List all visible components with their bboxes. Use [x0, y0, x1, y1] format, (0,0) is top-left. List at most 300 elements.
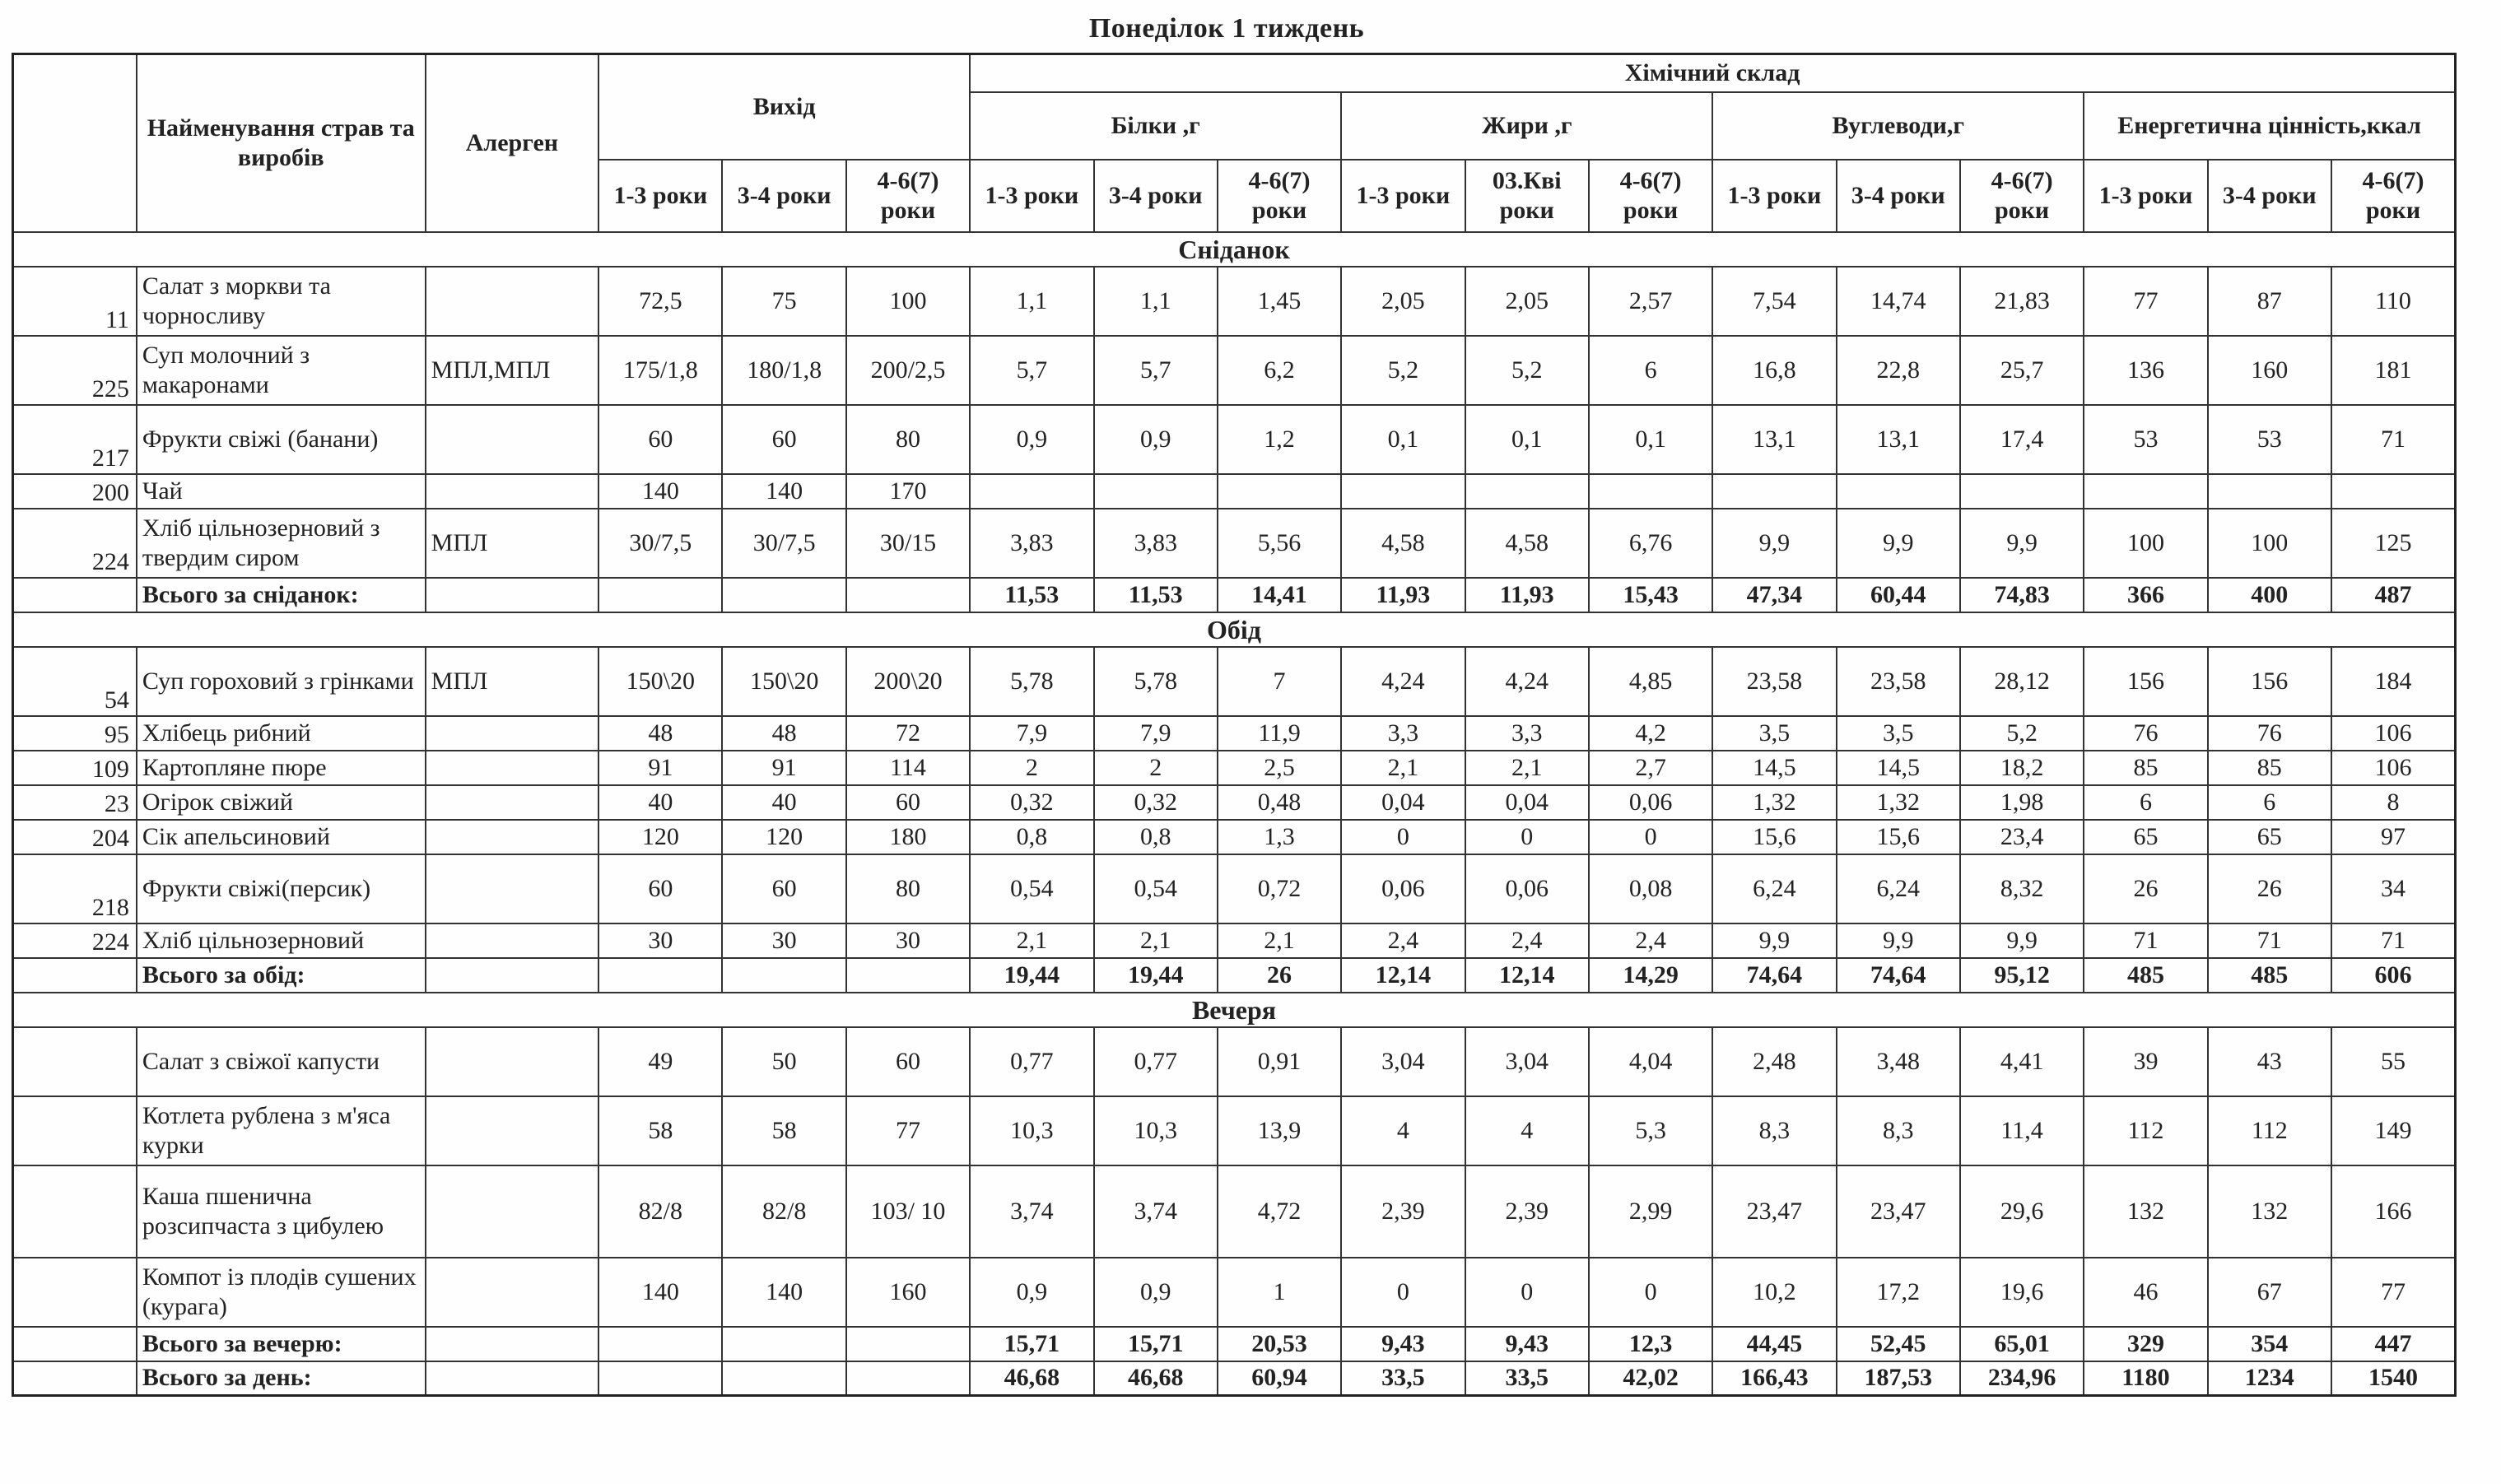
header-energy: Енергетична цінність,ккал — [2084, 92, 2455, 160]
value-cell: 100 — [2208, 509, 2331, 578]
value-cell: 3,5 — [1712, 716, 1836, 751]
value-cell: 39 — [2084, 1027, 2207, 1096]
value-cell: 30 — [846, 923, 970, 958]
value-cell: 2,1 — [1094, 923, 1218, 958]
total-value: 15,71 — [970, 1327, 1093, 1361]
recipe-number: 225 — [13, 336, 137, 405]
day-total-value: 1540 — [2331, 1361, 2456, 1396]
value-cell: 14,5 — [1712, 751, 1836, 785]
allergen — [426, 854, 598, 923]
value-cell: 5,7 — [1094, 336, 1218, 405]
table-row — [13, 923, 2456, 958]
value-cell: 46 — [2084, 1258, 2207, 1327]
section-label: Вечеря — [13, 993, 2456, 1027]
value-cell: 2 — [1094, 751, 1218, 785]
total-value: 354 — [2208, 1327, 2331, 1361]
value-cell: 23,58 — [1837, 647, 1960, 716]
total-value: 47,34 — [1712, 578, 1836, 612]
day-total-value: 46,68 — [1094, 1361, 1218, 1396]
value-cell: 3,83 — [970, 509, 1093, 578]
value-cell: 13,9 — [1218, 1096, 1341, 1165]
value-cell: 26 — [2208, 854, 2331, 923]
empty-cell — [598, 1327, 722, 1361]
value-cell: 65 — [2208, 820, 2331, 854]
value-cell: 175/1,8 — [598, 336, 722, 405]
value-cell: 0,9 — [1094, 405, 1218, 474]
value-cell: 4,41 — [1960, 1027, 2084, 1096]
total-value: 447 — [2331, 1327, 2456, 1361]
value-cell: 10,3 — [1094, 1096, 1218, 1165]
allergen — [426, 474, 598, 509]
table-row — [13, 820, 2456, 854]
empty-cell — [722, 578, 845, 612]
table-body — [13, 232, 2456, 1396]
allergen: МПЛ — [426, 647, 598, 716]
value-cell: 6,24 — [1837, 854, 1960, 923]
value-cell: 76 — [2084, 716, 2207, 751]
dish-name: Хліб цільнозерновий з твердим сиром — [137, 509, 426, 578]
value-cell: 140 — [722, 1258, 845, 1327]
total-label: Всього за вечерю: — [137, 1327, 426, 1361]
value-cell: 60 — [846, 1027, 970, 1096]
value-cell: 23,58 — [1712, 647, 1836, 716]
total-value: 15,71 — [1094, 1327, 1218, 1361]
value-cell: 7,9 — [1094, 716, 1218, 751]
total-value: 366 — [2084, 578, 2207, 612]
header-age: 1-3 роки — [1341, 160, 1465, 232]
value-cell: 9,9 — [1712, 509, 1836, 578]
value-cell: 50 — [722, 1027, 845, 1096]
value-cell: 10,2 — [1712, 1258, 1836, 1327]
header-allergen: Алерген — [426, 54, 598, 232]
empty-cell — [722, 1361, 845, 1396]
value-cell: 0,48 — [1218, 785, 1341, 820]
value-cell: 85 — [2208, 751, 2331, 785]
value-cell: 3,3 — [1465, 716, 1589, 751]
total-value: 11,53 — [970, 578, 1093, 612]
value-cell: 23,4 — [1960, 820, 2084, 854]
value-cell: 9,9 — [1960, 509, 2084, 578]
value-cell: 53 — [2084, 405, 2207, 474]
value-cell: 6,24 — [1712, 854, 1836, 923]
value-cell: 3,3 — [1341, 716, 1465, 751]
total-value: 26 — [1218, 958, 1341, 993]
total-row — [13, 958, 2456, 993]
total-row — [13, 1327, 2456, 1361]
total-label: Всього за обід: — [137, 958, 426, 993]
day-total-row — [13, 1361, 2456, 1396]
total-value: 44,45 — [1712, 1327, 1836, 1361]
allergen — [426, 751, 598, 785]
value-cell: 43 — [2208, 1027, 2331, 1096]
total-value: 606 — [2331, 958, 2456, 993]
dish-name: Фрукти свіжі (банани) — [137, 405, 426, 474]
total-value: 12,3 — [1589, 1327, 1712, 1361]
value-cell: 4,58 — [1465, 509, 1589, 578]
value-cell: 4,72 — [1218, 1165, 1341, 1258]
value-cell: 106 — [2331, 716, 2456, 751]
table-row — [13, 509, 2456, 578]
value-cell: 72,5 — [598, 267, 722, 336]
value-cell: 200\20 — [846, 647, 970, 716]
value-cell: 30 — [722, 923, 845, 958]
value-cell: 4,24 — [1341, 647, 1465, 716]
section-label: Сніданок — [13, 232, 2456, 267]
value-cell: 25,7 — [1960, 336, 2084, 405]
empty-cell — [426, 958, 598, 993]
value-cell: 6 — [2084, 785, 2207, 820]
recipe-number: 54 — [13, 647, 137, 716]
dish-name: Компот із плодів сушених (курага) — [137, 1258, 426, 1327]
empty-cell — [722, 1327, 845, 1361]
dish-name: Сік апельсиновий — [137, 820, 426, 854]
header-name: Найменування страв та виробів — [137, 54, 426, 232]
header-fats: Жири ,г — [1341, 92, 1712, 160]
value-cell: 2 — [970, 751, 1093, 785]
allergen — [426, 820, 598, 854]
recipe-number: 200 — [13, 474, 137, 509]
value-cell: 58 — [598, 1096, 722, 1165]
value-cell: 140 — [598, 474, 722, 509]
value-cell: 23,47 — [1712, 1165, 1836, 1258]
total-value: 19,44 — [1094, 958, 1218, 993]
empty-cell — [598, 578, 722, 612]
value-cell: 80 — [846, 854, 970, 923]
total-value: 9,43 — [1341, 1327, 1465, 1361]
value-cell: 65 — [2084, 820, 2207, 854]
dish-name: Салат з моркви та чорносливу — [137, 267, 426, 336]
value-cell: 150\20 — [598, 647, 722, 716]
value-cell: 9,9 — [1712, 923, 1836, 958]
header-age: 4-6(7) роки — [1218, 160, 1341, 232]
value-cell: 2,99 — [1589, 1165, 1712, 1258]
value-cell: 19,6 — [1960, 1258, 2084, 1327]
value-cell: 7 — [1218, 647, 1341, 716]
total-value: 12,14 — [1341, 958, 1465, 993]
value-cell: 0,91 — [1218, 1027, 1341, 1096]
recipe-number: 11 — [13, 267, 137, 336]
total-value: 9,43 — [1465, 1327, 1589, 1361]
value-cell: 22,8 — [1837, 336, 1960, 405]
total-value: 95,12 — [1960, 958, 2084, 993]
value-cell: 0,06 — [1589, 785, 1712, 820]
allergen — [426, 1027, 598, 1096]
empty-cell — [846, 1361, 970, 1396]
value-cell — [2331, 474, 2456, 509]
day-total-label: Всього за день: — [137, 1361, 426, 1396]
value-cell: 30/7,5 — [598, 509, 722, 578]
table-row — [13, 474, 2456, 509]
value-cell: 200/2,5 — [846, 336, 970, 405]
dish-name: Суп молочний з макаронами — [137, 336, 426, 405]
value-cell: 125 — [2331, 509, 2456, 578]
value-cell — [1960, 474, 2084, 509]
value-cell: 0,06 — [1465, 854, 1589, 923]
value-cell: 1,45 — [1218, 267, 1341, 336]
value-cell: 15,6 — [1712, 820, 1836, 854]
value-cell: 100 — [846, 267, 970, 336]
day-total-value: 166,43 — [1712, 1361, 1836, 1396]
value-cell: 5,2 — [1960, 716, 2084, 751]
value-cell — [1712, 474, 1836, 509]
value-cell: 0 — [1341, 820, 1465, 854]
value-cell: 2,7 — [1589, 751, 1712, 785]
value-cell: 77 — [2084, 267, 2207, 336]
value-cell: 2,39 — [1341, 1165, 1465, 1258]
value-cell: 17,2 — [1837, 1258, 1960, 1327]
value-cell: 9,9 — [1837, 923, 1960, 958]
value-cell: 4 — [1465, 1096, 1589, 1165]
recipe-number — [13, 1327, 137, 1361]
value-cell: 11,4 — [1960, 1096, 2084, 1165]
value-cell: 30 — [598, 923, 722, 958]
total-row — [13, 578, 2456, 612]
day-total-value: 187,53 — [1837, 1361, 1960, 1396]
value-cell: 2,05 — [1341, 267, 1465, 336]
value-cell: 156 — [2084, 647, 2207, 716]
empty-cell — [598, 958, 722, 993]
value-cell: 136 — [2084, 336, 2207, 405]
value-cell: 82/8 — [722, 1165, 845, 1258]
value-cell: 60 — [722, 854, 845, 923]
header-carbs: Вуглеводи,г — [1712, 92, 2084, 160]
table-row — [13, 854, 2456, 923]
header-age: 1-3 роки — [598, 160, 722, 232]
value-cell: 156 — [2208, 647, 2331, 716]
total-value: 12,14 — [1465, 958, 1589, 993]
value-cell: 2,1 — [1218, 923, 1341, 958]
empty-cell — [846, 958, 970, 993]
value-cell: 3,04 — [1465, 1027, 1589, 1096]
value-cell: 140 — [598, 1258, 722, 1327]
value-cell: 6,2 — [1218, 336, 1341, 405]
value-cell: 2,39 — [1465, 1165, 1589, 1258]
value-cell: 5,3 — [1589, 1096, 1712, 1165]
value-cell: 13,1 — [1837, 405, 1960, 474]
header-output: Вихід — [598, 54, 970, 160]
value-cell: 0,1 — [1589, 405, 1712, 474]
value-cell: 3,74 — [970, 1165, 1093, 1258]
value-cell: 2,1 — [1341, 751, 1465, 785]
total-value: 487 — [2331, 578, 2456, 612]
table-row — [13, 716, 2456, 751]
value-cell: 149 — [2331, 1096, 2456, 1165]
recipe-number — [13, 1258, 137, 1327]
recipe-number: 218 — [13, 854, 137, 923]
header-number — [13, 54, 137, 232]
value-cell: 3,04 — [1341, 1027, 1465, 1096]
table-row — [13, 785, 2456, 820]
total-value: 74,83 — [1960, 578, 2084, 612]
value-cell: 0,32 — [970, 785, 1093, 820]
recipe-number — [13, 1165, 137, 1258]
value-cell: 1,32 — [1837, 785, 1960, 820]
value-cell: 100 — [2084, 509, 2207, 578]
value-cell: 0,9 — [970, 405, 1093, 474]
total-value: 60,44 — [1837, 578, 1960, 612]
value-cell: 8,3 — [1837, 1096, 1960, 1165]
dish-name: Котлета рублена з м'яса курки — [137, 1096, 426, 1165]
value-cell: 5,78 — [1094, 647, 1218, 716]
value-cell: 2,1 — [1465, 751, 1589, 785]
dish-name: Огірок свіжий — [137, 785, 426, 820]
value-cell: 5,2 — [1341, 336, 1465, 405]
value-cell: 80 — [846, 405, 970, 474]
value-cell: 71 — [2331, 923, 2456, 958]
value-cell — [2208, 474, 2331, 509]
total-value: 11,93 — [1341, 578, 1465, 612]
value-cell: 120 — [722, 820, 845, 854]
allergen — [426, 923, 598, 958]
recipe-number: 217 — [13, 405, 137, 474]
header-proteins: Білки ,г — [970, 92, 1341, 160]
allergen: МПЛ — [426, 509, 598, 578]
day-total-value: 33,5 — [1465, 1361, 1589, 1396]
value-cell: 0,04 — [1465, 785, 1589, 820]
value-cell: 1,1 — [1094, 267, 1218, 336]
recipe-number: 109 — [13, 751, 137, 785]
value-cell: 140 — [722, 474, 845, 509]
value-cell: 48 — [598, 716, 722, 751]
recipe-number — [13, 578, 137, 612]
value-cell: 2,5 — [1218, 751, 1341, 785]
value-cell: 72 — [846, 716, 970, 751]
value-cell: 2,4 — [1589, 923, 1712, 958]
value-cell: 60 — [722, 405, 845, 474]
value-cell: 2,05 — [1465, 267, 1589, 336]
value-cell: 184 — [2331, 647, 2456, 716]
value-cell: 180/1,8 — [722, 336, 845, 405]
value-cell: 71 — [2208, 923, 2331, 958]
value-cell: 7,9 — [970, 716, 1093, 751]
table-row — [13, 1027, 2456, 1096]
value-cell: 60 — [598, 854, 722, 923]
value-cell: 9,9 — [1837, 509, 1960, 578]
dish-name: Суп гороховий з грінками — [137, 647, 426, 716]
value-cell: 2,1 — [970, 923, 1093, 958]
value-cell: 1,98 — [1960, 785, 2084, 820]
value-cell: 40 — [598, 785, 722, 820]
total-label: Всього за сніданок: — [137, 578, 426, 612]
empty-cell — [846, 578, 970, 612]
allergen — [426, 267, 598, 336]
allergen: МПЛ,МПЛ — [426, 336, 598, 405]
value-cell: 3,74 — [1094, 1165, 1218, 1258]
value-cell: 0,54 — [970, 854, 1093, 923]
value-cell: 0,04 — [1341, 785, 1465, 820]
value-cell: 9,9 — [1960, 923, 2084, 958]
value-cell — [2084, 474, 2207, 509]
value-cell: 0 — [1465, 820, 1589, 854]
value-cell: 0 — [1465, 1258, 1589, 1327]
value-cell: 132 — [2084, 1165, 2207, 1258]
table-row — [13, 336, 2456, 405]
value-cell: 13,1 — [1712, 405, 1836, 474]
day-total-value: 60,94 — [1218, 1361, 1341, 1396]
allergen — [426, 405, 598, 474]
value-cell: 2,4 — [1465, 923, 1589, 958]
value-cell: 77 — [2331, 1258, 2456, 1327]
value-cell: 1,1 — [970, 267, 1093, 336]
value-cell: 30/7,5 — [722, 509, 845, 578]
day-total-value: 234,96 — [1960, 1361, 2084, 1396]
value-cell: 8,3 — [1712, 1096, 1836, 1165]
value-cell: 160 — [846, 1258, 970, 1327]
value-cell: 10,3 — [970, 1096, 1093, 1165]
empty-cell — [426, 1361, 598, 1396]
page-title: Понеділок 1 тиждень — [1088, 13, 1365, 44]
recipe-number — [13, 1027, 137, 1096]
value-cell: 30/15 — [846, 509, 970, 578]
value-cell: 0,9 — [970, 1258, 1093, 1327]
recipe-number: 224 — [13, 923, 137, 958]
header-age: 3-4 роки — [1837, 160, 1960, 232]
value-cell: 170 — [846, 474, 970, 509]
value-cell: 1 — [1218, 1258, 1341, 1327]
table-row — [13, 751, 2456, 785]
value-cell: 7,54 — [1712, 267, 1836, 336]
allergen — [426, 785, 598, 820]
value-cell: 0,77 — [1094, 1027, 1218, 1096]
value-cell: 58 — [722, 1096, 845, 1165]
value-cell: 16,8 — [1712, 336, 1836, 405]
value-cell: 29,6 — [1960, 1165, 2084, 1258]
value-cell: 6 — [2208, 785, 2331, 820]
value-cell: 0,77 — [970, 1027, 1093, 1096]
value-cell: 0 — [1589, 820, 1712, 854]
section-label: Обід — [13, 612, 2456, 647]
value-cell: 110 — [2331, 267, 2456, 336]
value-cell: 18,2 — [1960, 751, 2084, 785]
table-row — [13, 267, 2456, 336]
table-row — [13, 405, 2456, 474]
total-value: 11,93 — [1465, 578, 1589, 612]
total-value: 11,53 — [1094, 578, 1218, 612]
empty-cell — [426, 1327, 598, 1361]
value-cell: 0,32 — [1094, 785, 1218, 820]
header-age: 03.Кві роки — [1465, 160, 1589, 232]
value-cell: 75 — [722, 267, 845, 336]
value-cell: 11,9 — [1218, 716, 1341, 751]
value-cell: 87 — [2208, 267, 2331, 336]
dish-name: Салат з свіжої капусти — [137, 1027, 426, 1096]
header-age: 1-3 роки — [2084, 160, 2207, 232]
value-cell — [1341, 474, 1465, 509]
value-cell: 77 — [846, 1096, 970, 1165]
total-value: 329 — [2084, 1327, 2207, 1361]
value-cell: 166 — [2331, 1165, 2456, 1258]
table-row — [13, 1165, 2456, 1258]
value-cell: 0,1 — [1341, 405, 1465, 474]
value-cell: 0,8 — [970, 820, 1093, 854]
value-cell: 34 — [2331, 854, 2456, 923]
value-cell: 103/ 10 — [846, 1165, 970, 1258]
empty-cell — [598, 1361, 722, 1396]
value-cell: 2,48 — [1712, 1027, 1836, 1096]
section-row — [13, 993, 2456, 1027]
value-cell: 21,83 — [1960, 267, 2084, 336]
allergen — [426, 1165, 598, 1258]
value-cell: 120 — [598, 820, 722, 854]
value-cell: 0,06 — [1341, 854, 1465, 923]
value-cell — [1094, 474, 1218, 509]
value-cell: 76 — [2208, 716, 2331, 751]
allergen — [426, 1258, 598, 1327]
value-cell: 0,08 — [1589, 854, 1712, 923]
value-cell: 49 — [598, 1027, 722, 1096]
dish-name: Каша пшенична розсипчаста з цибулею — [137, 1165, 426, 1258]
value-cell: 150\20 — [722, 647, 845, 716]
